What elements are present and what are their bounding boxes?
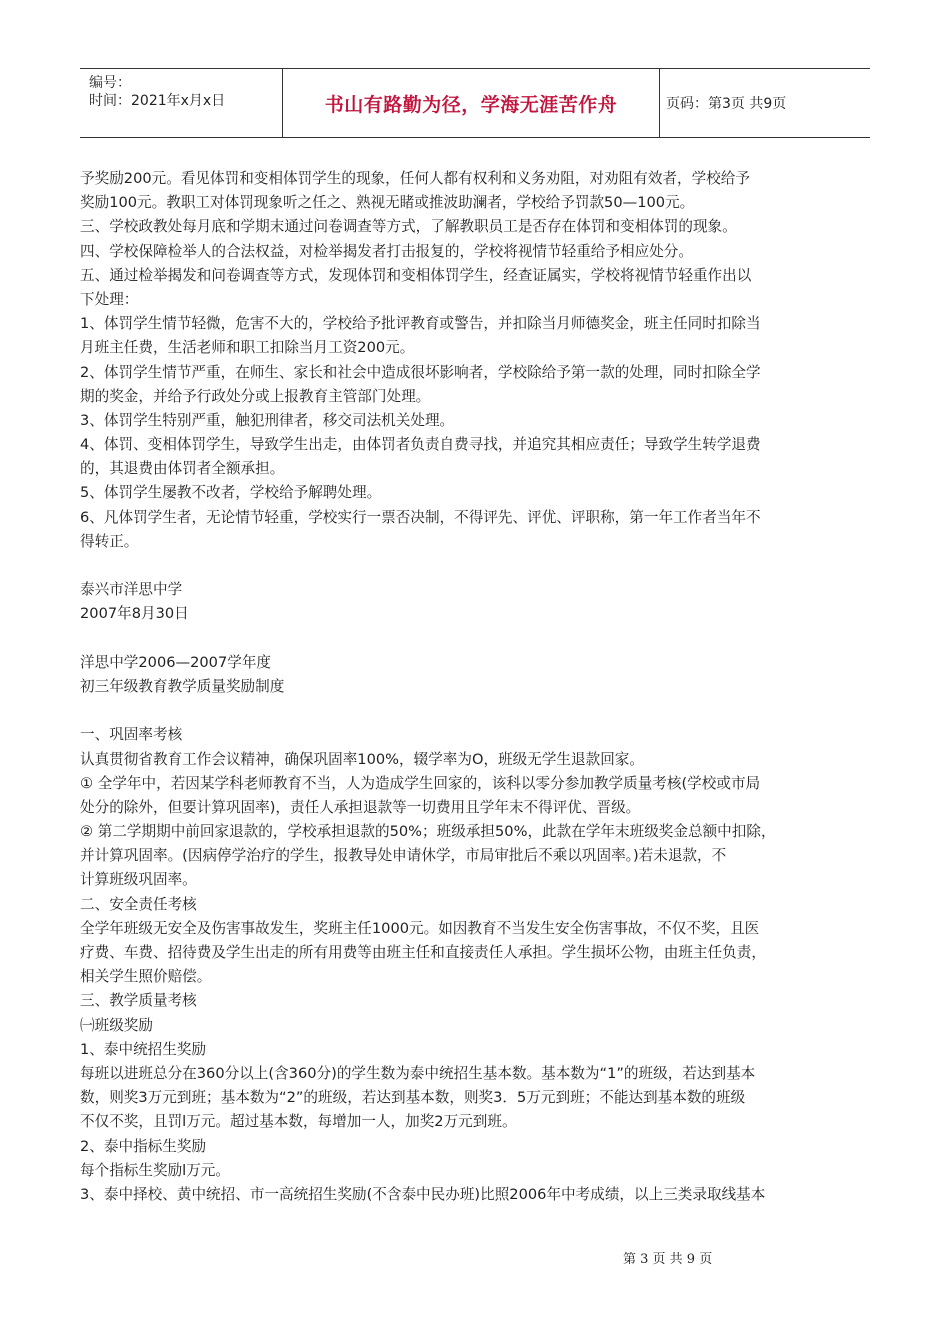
- text-line: [80, 554, 870, 578]
- document-number-label: 编号：: [89, 75, 131, 91]
- document-body: [80, 167, 870, 1207]
- text-line: 二、安全责任考核: [80, 895, 197, 913]
- header-meta: [80, 69, 280, 137]
- text-line: [80, 627, 870, 651]
- text-line: [80, 699, 870, 723]
- text-line: 并计算巩固率。(因病停学治疗的学生，报教导处申请休学，市局审批后不乘以巩固率。)若未退款，不: [80, 847, 727, 865]
- text-line: 予奖励200元。看见体罚和变相体罚学生的现象，任何人都有权利和义务劝阻，对劝阻有效者，学校给予: [80, 170, 750, 187]
- header-motto: 书山有路勤为径，学海无涯苦作舟: [324, 93, 618, 116]
- header-page-number: 页码：第3页 共9页: [666, 96, 787, 112]
- text-line: 3、泰中择校、黄中统招、市一高统招生奖励(不含泰中民办班)比照2006年中考成绩，以上三类录取线基本: [80, 1185, 766, 1203]
- header-page-cell: [660, 69, 870, 137]
- text-line: 3、体罚学生特别严重，触犯刑律者，移交司法机关处理。: [80, 411, 455, 429]
- text-line: 计算班级巩固率。: [80, 871, 197, 889]
- text-line: 1、体罚学生情节轻微，危害不大的，学校给予批评教育或警告，并扣除当月师德奖金，班主任同时扣除当: [80, 315, 761, 333]
- text-line: 三、教学质量考核: [80, 992, 197, 1010]
- text-line: 全学年班级无安全及伤害事故发生，奖班主任1000元。如因教育不当发生安全伤害事故，不仅不奖，且医: [80, 919, 760, 937]
- text-line: 五、通过检举揭发和问卷调查等方式，发现体罚和变相体罚学生，经查证属实，学校将视情节轻重作出以: [80, 266, 752, 284]
- document-time-label: 时间：2021年x月x日: [89, 93, 226, 109]
- text-line: 4、体罚、变相体罚学生，导致学生出走，由体罚者负责自费寻找，并追究其相应责任；导致学生转学退费: [80, 436, 761, 454]
- text-line: ① 全学年中，若因某学科老师教育不当，人为造成学生回家的，该科以零分参加教学质量考核(学校或市局: [80, 774, 761, 792]
- text-line: 期的奖金，并给予行政处分或上报教育主管部门处理。: [80, 387, 431, 405]
- text-line: 每个指标生奖励l万元。: [80, 1161, 230, 1179]
- text-line: 一、巩固率考核: [80, 726, 183, 744]
- text-line: 得转正。: [80, 532, 139, 550]
- text-line: 洋思中学2006—2007学年度: [80, 653, 272, 671]
- text-line: 2007年8月30日: [80, 605, 189, 623]
- text-line: 三、学校政教处每月底和学期末通过问卷调查等方式，了解教职员工是否存在体罚和变相体罚的现象。: [80, 218, 737, 236]
- text-line: 的，其退费由体罚者全额承担。: [80, 460, 285, 478]
- text-line: 6、凡体罚学生者，无论情节轻重，学校实行一票否决制，不得评先、评优、评职称，第一年工作者当年不: [80, 508, 761, 526]
- header-motto-cell: [282, 69, 660, 137]
- text-line: 数，则奖3万元到班；基本数为“2”的班级，若达到基本数，则奖3．5万元到班；不能达到基本数的班级: [80, 1089, 746, 1107]
- text-line: 月班主任费，生活老师和职工扣除当月工资200元。: [80, 339, 415, 357]
- page-footer: 第 3 页 共 9 页: [623, 1252, 713, 1267]
- text-line: 2、体罚学生情节严重，在师生、家长和社会中造成很坏影响者，学校除给予第一款的处理，同时扣除全学: [80, 363, 761, 381]
- text-line: ㈠班级奖励: [80, 1016, 153, 1034]
- text-line: 1、泰中统招生奖励: [80, 1040, 207, 1058]
- text-line: 5、体罚学生屡教不改者，学校给予解聘处理。: [80, 484, 382, 502]
- text-line: 泰兴市洋思中学: [80, 581, 183, 599]
- text-line: 四、学校保障检举人的合法权益，对检举揭发者打击报复的，学校将视情节轻重给予相应处分。: [80, 242, 693, 260]
- text-line: 不仅不奖，且罚l万元。超过基本数，每增加一人，加奖2万元到班。: [80, 1113, 517, 1131]
- text-line: 2、泰中指标生奖励: [80, 1137, 207, 1155]
- page-header: [80, 68, 870, 138]
- text-line: 奖励100元。教职工对体罚现象听之任之、熟视无睹或推波助澜者，学校给予罚款50—100元。: [80, 194, 695, 212]
- text-line: 认真贯彻省教育工作会议精神，确保巩固率100%，辍学率为O，班级无学生退款回家。: [80, 750, 644, 768]
- text-line: 处分的除外，但要计算巩固率)，责任人承担退款等一切费用且学年末不得评优、晋级。: [80, 798, 641, 816]
- text-line: 疗费、车费、招待费及学生出走的所有用费等由班主任和直接责任人承担。学生损坏公物，由班主任负责，: [80, 944, 766, 961]
- text-line: 下处理：: [80, 290, 139, 308]
- text-line: 每班以进班总分在360分以上(含360分)的学生数为泰中统招生基本数。基本数为“1”的班级，若达到基本: [80, 1064, 756, 1082]
- text-line: ② 第二学期期中前回家退款的，学校承担退款的50%；班级承担50%，此款在学年末班级奖金总额中扣除，: [80, 823, 776, 841]
- text-line: 相关学生照价赔偿。: [80, 968, 212, 986]
- text-line: 初三年级教育教学质量奖励制度: [80, 677, 285, 695]
